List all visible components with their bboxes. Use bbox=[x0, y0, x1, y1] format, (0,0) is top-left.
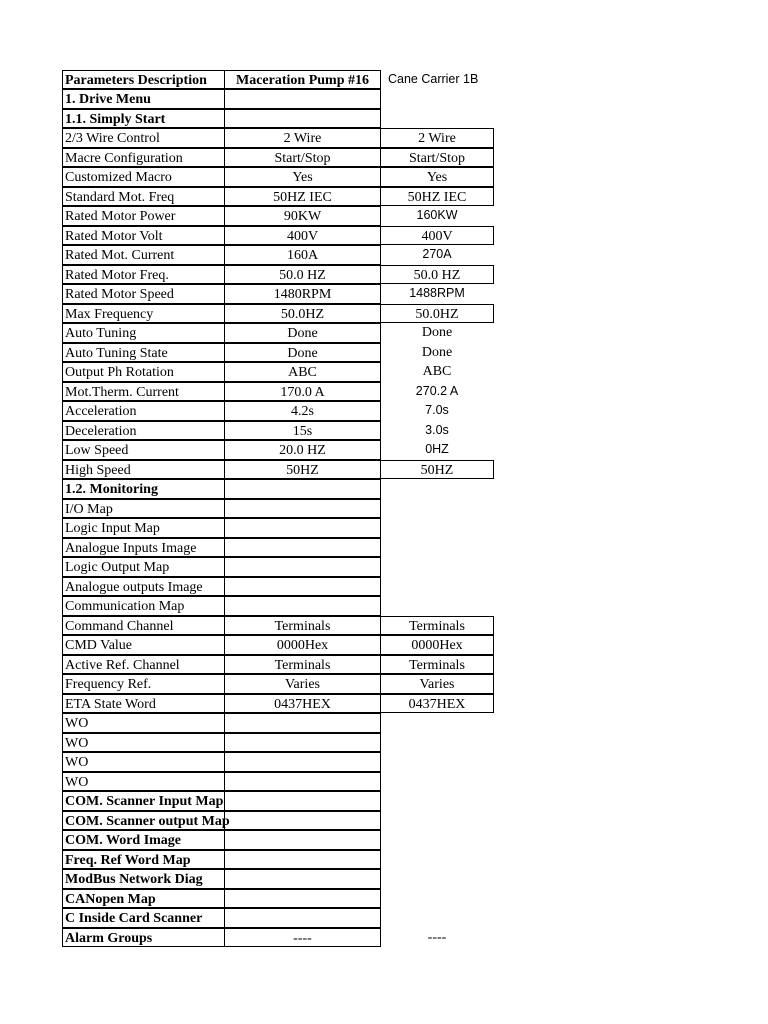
maceration-pump-value bbox=[224, 518, 381, 538]
maceration-pump-value bbox=[224, 499, 381, 519]
maceration-pump-value: 160A bbox=[224, 245, 381, 265]
maceration-pump-value bbox=[224, 713, 381, 733]
maceration-pump-value bbox=[224, 89, 381, 109]
maceration-pump-value bbox=[224, 752, 381, 772]
parameter-label: Deceleration bbox=[62, 421, 225, 441]
maceration-pump-value: Done bbox=[224, 323, 381, 343]
cane-carrier-value bbox=[380, 557, 494, 577]
maceration-pump-value: 50.0 HZ bbox=[224, 265, 381, 285]
cane-carrier-value bbox=[380, 850, 494, 870]
parameter-label: Freq. Ref Word Map bbox=[62, 850, 225, 870]
parameter-label: 1.2. Monitoring bbox=[62, 479, 225, 499]
parameter-label: Standard Mot. Freq bbox=[62, 187, 225, 207]
maceration-pump-value: 50.0HZ bbox=[224, 304, 381, 324]
parameter-label: WO bbox=[62, 772, 225, 792]
parameter-label: COM. Scanner output Map bbox=[62, 811, 225, 831]
maceration-pump-value bbox=[224, 772, 381, 792]
parameter-label: CMD Value bbox=[62, 635, 225, 655]
parameter-label: 2/3 Wire Control bbox=[62, 128, 225, 148]
cane-carrier-value bbox=[380, 713, 494, 733]
maceration-pump-value bbox=[224, 577, 381, 597]
parameter-label: ModBus Network Diag bbox=[62, 869, 225, 889]
cane-carrier-value bbox=[380, 869, 494, 889]
cane-carrier-value: ---- bbox=[427, 929, 447, 945]
cane-carrier-value bbox=[380, 791, 494, 811]
maceration-pump-value bbox=[224, 791, 381, 811]
parameter-label: Active Ref. Channel bbox=[62, 655, 225, 675]
parameter-label: Macre Configuration bbox=[62, 148, 225, 168]
maceration-pump-value: 4.2s bbox=[224, 401, 381, 421]
maceration-pump-value: Start/Stop bbox=[224, 148, 381, 168]
parameter-label: 1. Drive Menu bbox=[62, 89, 225, 109]
parameter-label: CANopen Map bbox=[62, 889, 225, 909]
header-maceration-pump: Maceration Pump #16 bbox=[224, 70, 381, 90]
cane-carrier-value bbox=[380, 538, 494, 558]
maceration-pump-value: 90KW bbox=[224, 206, 381, 226]
maceration-pump-value: Varies bbox=[224, 674, 381, 694]
maceration-pump-value bbox=[224, 557, 381, 577]
parameter-label: Frequency Ref. bbox=[62, 674, 225, 694]
parameter-label: Rated Motor Power bbox=[62, 206, 225, 226]
maceration-pump-value bbox=[224, 538, 381, 558]
maceration-pump-value: 50HZ bbox=[224, 460, 381, 480]
cane-carrier-value bbox=[380, 109, 494, 129]
cane-carrier-value: 3.0s bbox=[425, 422, 449, 437]
cane-carrier-value: 50.0 HZ bbox=[380, 265, 494, 285]
parameter-label: Customized Macro bbox=[62, 167, 225, 187]
maceration-pump-value: Yes bbox=[224, 167, 381, 187]
parameter-label: Logic Input Map bbox=[62, 518, 225, 538]
cane-carrier-value: Terminals bbox=[380, 616, 494, 636]
cane-carrier-value bbox=[380, 733, 494, 753]
maceration-pump-value: 400V bbox=[224, 226, 381, 246]
cane-carrier-value: Done bbox=[421, 325, 453, 340]
cane-carrier-value: 0HZ bbox=[425, 442, 449, 456]
maceration-pump-value: Done bbox=[224, 343, 381, 363]
maceration-pump-value: 0000Hex bbox=[224, 635, 381, 655]
parameter-label: Max Frequency bbox=[62, 304, 225, 324]
parameter-label: Rated Motor Speed bbox=[62, 284, 225, 304]
cane-carrier-value: 7.0s bbox=[425, 403, 449, 417]
cane-carrier-value bbox=[380, 89, 494, 109]
maceration-pump-value: 0437HEX bbox=[224, 694, 381, 714]
parameter-label: WO bbox=[62, 713, 225, 733]
parameter-label: Auto Tuning State bbox=[62, 343, 225, 363]
maceration-pump-value bbox=[224, 908, 381, 928]
maceration-pump-value bbox=[224, 596, 381, 616]
parameter-label: I/O Map bbox=[62, 499, 225, 519]
cane-carrier-value: Start/Stop bbox=[380, 148, 494, 168]
cane-carrier-value bbox=[380, 577, 494, 597]
cane-carrier-value: 270A bbox=[422, 247, 452, 261]
parameter-label: 1.1. Simply Start bbox=[62, 109, 225, 129]
cane-carrier-value: 50HZ bbox=[380, 460, 494, 480]
header-parameters-description: Parameters Description bbox=[62, 70, 225, 90]
parameter-label: Rated Motor Freq. bbox=[62, 265, 225, 285]
cane-carrier-value: 2 Wire bbox=[380, 128, 494, 148]
cane-carrier-value: 50.0HZ bbox=[380, 304, 494, 324]
parameter-label: Communication Map bbox=[62, 596, 225, 616]
cane-carrier-value bbox=[380, 479, 494, 499]
maceration-pump-value bbox=[224, 830, 381, 850]
parameter-label: Output Ph Rotation bbox=[62, 362, 225, 382]
cane-carrier-value bbox=[380, 518, 494, 538]
parameter-label: Auto Tuning bbox=[62, 323, 225, 343]
parameter-label: Command Channel bbox=[62, 616, 225, 636]
cane-carrier-value: 0000Hex bbox=[380, 635, 494, 655]
maceration-pump-value: 20.0 HZ bbox=[224, 440, 381, 460]
maceration-pump-value: 2 Wire bbox=[224, 128, 381, 148]
parameter-label: Acceleration bbox=[62, 401, 225, 421]
parameter-label: COM. Word Image bbox=[62, 830, 225, 850]
parameter-label: Analogue Inputs Image bbox=[62, 538, 225, 558]
cane-carrier-value: 1488RPM bbox=[409, 286, 465, 300]
parameter-label: COM. Scanner Input Map bbox=[62, 791, 225, 811]
cane-carrier-value bbox=[380, 889, 494, 909]
cane-carrier-value bbox=[380, 908, 494, 928]
parameter-label: Rated Motor Volt bbox=[62, 226, 225, 246]
parameter-label: ETA State Word bbox=[62, 694, 225, 714]
parameter-label: WO bbox=[62, 752, 225, 772]
parameter-label: Logic Output Map bbox=[62, 557, 225, 577]
parameter-label: Mot.Therm. Current bbox=[62, 382, 225, 402]
maceration-pump-value bbox=[224, 889, 381, 909]
cane-carrier-value: 0437HEX bbox=[380, 694, 494, 714]
parameter-label: High Speed bbox=[62, 460, 225, 480]
cane-carrier-value: Done bbox=[421, 344, 453, 360]
maceration-pump-value bbox=[224, 811, 381, 831]
cane-carrier-value: 160KW bbox=[416, 208, 458, 222]
cane-carrier-value: 270.2 A bbox=[415, 383, 459, 398]
cane-carrier-value: ABC bbox=[422, 364, 452, 379]
maceration-pump-value: 1480RPM bbox=[224, 284, 381, 304]
cane-carrier-value: 400V bbox=[380, 226, 494, 246]
maceration-pump-value: Terminals bbox=[224, 616, 381, 636]
maceration-pump-value bbox=[224, 733, 381, 753]
maceration-pump-value: 15s bbox=[224, 421, 381, 441]
cane-carrier-value: Varies bbox=[380, 674, 494, 694]
cane-carrier-value bbox=[380, 499, 494, 519]
parameter-label: Rated Mot. Current bbox=[62, 245, 225, 265]
cane-carrier-value: Terminals bbox=[380, 655, 494, 675]
maceration-pump-value bbox=[224, 479, 381, 499]
maceration-pump-value: 170.0 A bbox=[224, 382, 381, 402]
maceration-pump-value bbox=[224, 869, 381, 889]
maceration-pump-value: ---- bbox=[224, 928, 381, 948]
cane-carrier-value bbox=[380, 772, 494, 792]
cane-carrier-value bbox=[380, 596, 494, 616]
cane-carrier-value bbox=[380, 830, 494, 850]
header-cane-carrier: Cane Carrier 1B bbox=[388, 71, 479, 86]
cane-carrier-value bbox=[380, 811, 494, 831]
maceration-pump-value: ABC bbox=[224, 362, 381, 382]
maceration-pump-value bbox=[224, 850, 381, 870]
cane-carrier-value bbox=[380, 752, 494, 772]
maceration-pump-value: Terminals bbox=[224, 655, 381, 675]
parameter-label: C Inside Card Scanner bbox=[62, 908, 225, 928]
cane-carrier-value: Yes bbox=[380, 167, 494, 187]
parameter-label: WO bbox=[62, 733, 225, 753]
parameter-label: Low Speed bbox=[62, 440, 225, 460]
maceration-pump-value bbox=[224, 109, 381, 129]
maceration-pump-value: 50HZ IEC bbox=[224, 187, 381, 207]
parameter-label: Alarm Groups bbox=[62, 928, 225, 948]
cane-carrier-value: 50HZ IEC bbox=[380, 187, 494, 207]
parameter-label: Analogue outputs Image bbox=[62, 577, 225, 597]
